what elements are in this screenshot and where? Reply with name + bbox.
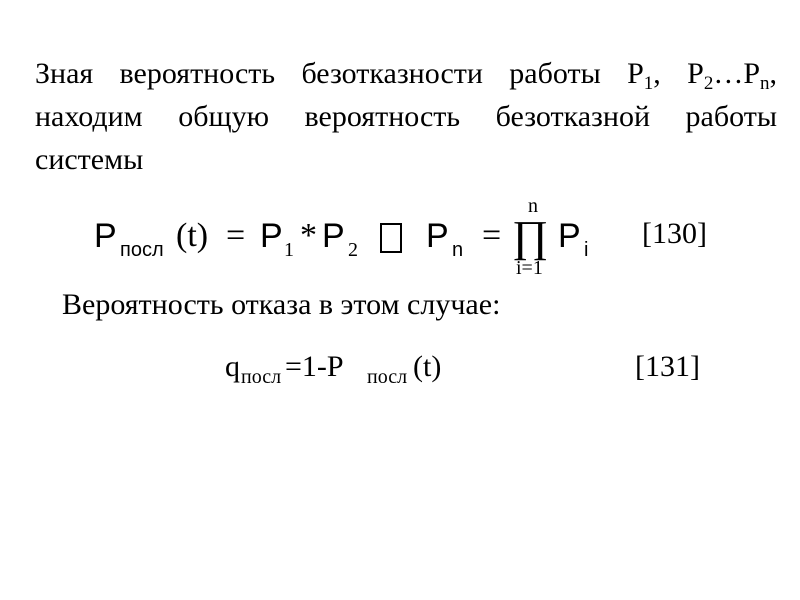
formula-p2: P	[322, 217, 345, 255]
formula2-t-argument: (t)	[413, 350, 442, 383]
intro-paragraph	[35, 52, 777, 181]
formula-equals-1: =	[226, 217, 246, 254]
subscript-1: 1	[643, 73, 654, 94]
formula-p1: P	[260, 217, 283, 255]
formula-equals-2: =	[482, 217, 502, 254]
intro-text-3: …Р	[713, 57, 760, 90]
equation-number-131: [131]	[635, 350, 700, 383]
formula-pn: P	[426, 217, 449, 255]
equation-number-130: [130]	[642, 217, 707, 250]
formula-posl-subscript: посл	[120, 239, 164, 261]
formula-p2-subscript: 2	[348, 239, 358, 261]
product-upper-limit: n	[528, 195, 538, 217]
intro-text-1: Зная вероятность безотказности работы Р	[35, 57, 644, 90]
intro-text-2: , Р	[653, 57, 704, 90]
formula-t-argument: (t)	[176, 217, 209, 254]
intro-text-4: , находим общую вероятность безотказной работы системы	[35, 57, 777, 176]
formula-pi: P	[558, 217, 581, 255]
formula-multiply: *	[300, 217, 317, 254]
formula-130	[92, 195, 732, 285]
formula-pi-subscript: i	[584, 239, 589, 261]
formula2-equals-one-minus-p: =1-Р	[285, 350, 344, 383]
missing-glyph-box-icon	[380, 223, 402, 253]
formula2-q-subscript: посл	[241, 366, 282, 388]
formula-pn-subscript: n	[452, 239, 464, 261]
subscript-2: 2	[703, 73, 714, 94]
formula2-q: q	[225, 350, 240, 383]
formula-131	[225, 340, 725, 390]
product-lower-limit: i=1	[516, 257, 543, 279]
failure-probability-sentence: Вероятность отказа в этом случае:	[62, 288, 501, 321]
product-symbol-icon: ∏	[512, 212, 549, 261]
formula2-p-subscript: посл	[367, 366, 408, 388]
subscript-n: n	[760, 73, 770, 94]
formula-p1-subscript: 1	[284, 239, 294, 261]
formula-p-posl: P	[94, 217, 117, 255]
